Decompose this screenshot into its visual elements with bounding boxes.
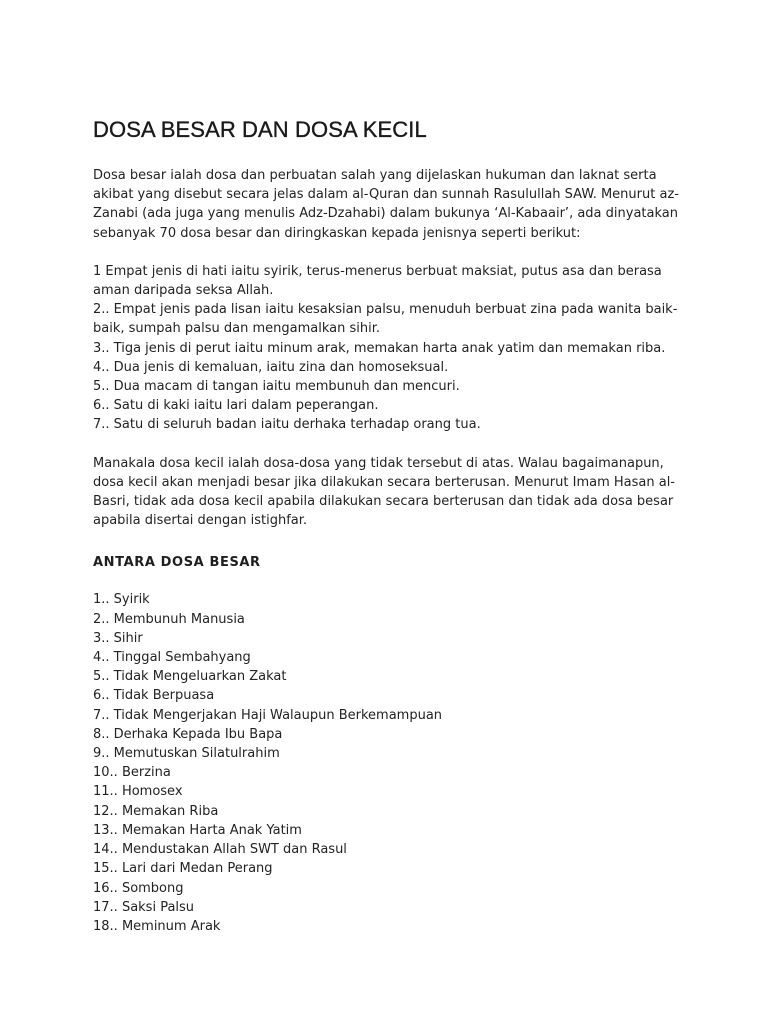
- intro-paragraph: Dosa besar ialah dosa dan perbuatan salah yang dijelaskan hukuman dan laknat serta akibat yang disebut secara jelas dalam al-Quran dan sunnah Rasulullah SAW. Menurut az-Zanabi (ada juga yang menulis Adz-Dzahabi) dalam bukunya ‘Al-Kabaair’, ada dinyatakan sebanyak 70 dosa besar dan diringkaskan kepada jenisnya seperti berikut:: [93, 168, 679, 241]
- document-title: DOSA BESAR DAN DOSA KECIL: [93, 117, 427, 142]
- category-list: [93, 262, 693, 435]
- list-item: 12.. Memakan Riba: [93, 803, 219, 819]
- category-item: 1 Empat jenis di hati iaitu syirik, terus-menerus berbuat maksiat, putus asa dan berasa aman daripada seksa Allah.: [93, 263, 662, 299]
- category-item: 3.. Tiga jenis di perut iaitu minum arak, memakan harta anak yatim dan memakan riba.: [93, 340, 666, 356]
- small-sins-paragraph: Manakala dosa kecil ialah dosa-dosa yang tidak tersebut di atas. Walau bagaimanapun, dosa kecil akan menjadi besar jika dilakukan secara berterusan. Menurut Imam Hasan al-Basri, tidak ada dosa kecil apabila dilakukan secara berterusan dan tidak ada dosa besar apabila disertai dengan istighfar.: [93, 455, 675, 529]
- list-item: 17.. Saksi Palsu: [93, 899, 195, 915]
- list-item: 3.. Sihir: [93, 630, 143, 646]
- list-item: 11.. Homosex: [93, 784, 183, 800]
- list-heading: ANTARA DOSA BESAR: [93, 555, 261, 571]
- major-sins-list: [93, 590, 693, 936]
- category-item: 5.. Dua macam di tangan iaitu membunuh dan mencuri.: [93, 379, 460, 395]
- list-item: 5.. Tidak Mengeluarkan Zakat: [93, 669, 287, 685]
- category-item: 4.. Dua jenis di kemaluan, iaitu zina dan homoseksual.: [93, 359, 449, 375]
- list-item: 15.. Lari dari Medan Perang: [93, 861, 273, 877]
- list-item: 1.. Syirik: [93, 592, 150, 608]
- list-item: 4.. Tinggal Sembahyang: [93, 650, 251, 666]
- list-item: 8.. Derhaka Kepada Ibu Bapa: [93, 726, 283, 742]
- spacer: [93, 243, 693, 262]
- list-item: 14.. Mendustakan Allah SWT dan Rasul: [93, 842, 347, 858]
- list-item: 10.. Berzina: [93, 765, 171, 781]
- list-item: 16.. Sombong: [93, 880, 184, 896]
- category-item: 7.. Satu di seluruh badan iaitu derhaka terhadap orang tua.: [93, 417, 481, 433]
- category-item: 2.. Empat jenis pada lisan iaitu kesaksian palsu, menuduh berbuat zina pada wanita baik-baik, sumpah palsu dan mengamalkan sihir.: [93, 302, 678, 337]
- category-item: 6.. Satu di kaki iaitu lari dalam peperangan.: [93, 398, 379, 414]
- list-item: 13.. Memakan Harta Anak Yatim: [93, 822, 302, 838]
- list-item: 2.. Membunuh Manusia: [93, 611, 245, 627]
- list-item: 9.. Memutuskan Silatulrahim: [93, 746, 280, 762]
- list-item: 6.. Tidak Berpuasa: [93, 688, 215, 704]
- list-item: 7.. Tidak Mengerjakan Haji Walaupun Berkemampuan: [93, 707, 443, 723]
- list-item: 18.. Meminum Arak: [93, 918, 221, 934]
- document-page: [93, 114, 693, 936]
